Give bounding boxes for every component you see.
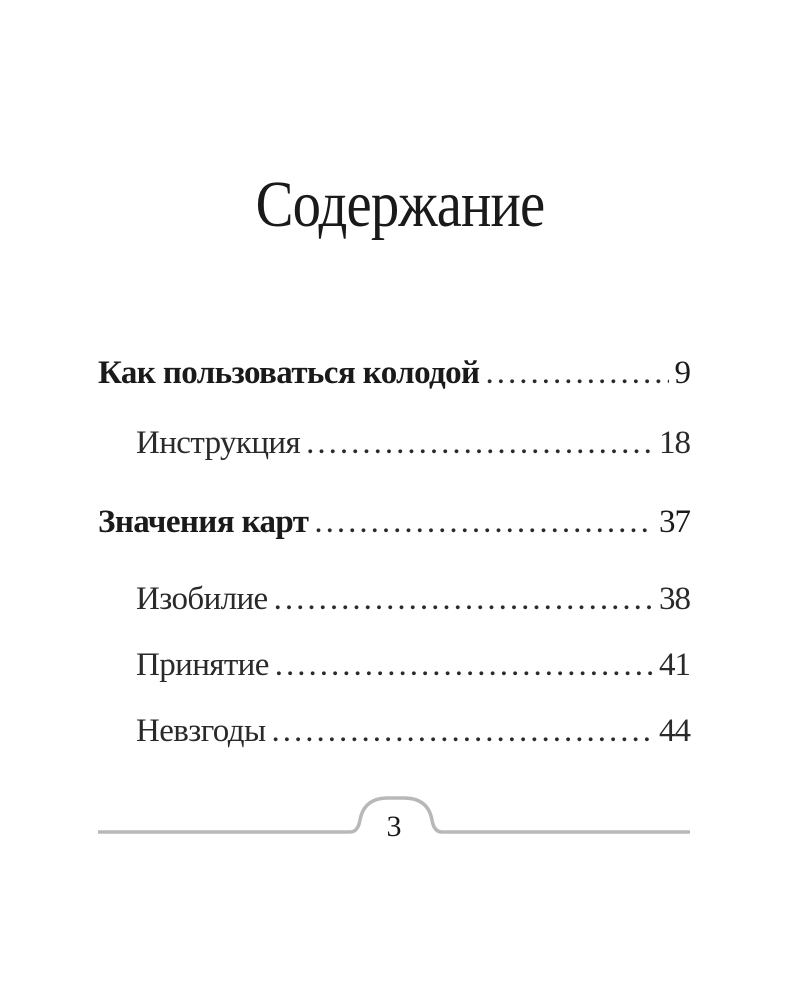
toc-entry-page: 41	[659, 647, 690, 683]
toc-entry[interactable]	[98, 418, 690, 468]
toc-entry[interactable]	[98, 497, 690, 547]
toc-entry[interactable]	[98, 348, 690, 398]
toc-entry-label: Как пользоваться колодой	[98, 355, 480, 391]
toc-entry-page: 37	[659, 504, 690, 540]
toc-dot-leader	[272, 706, 653, 756]
toc-entry-page: 44	[659, 713, 690, 749]
toc-entry[interactable]	[98, 574, 690, 624]
page-footer	[98, 780, 690, 850]
toc-dot-leader	[274, 574, 653, 624]
toc-dot-leader	[275, 640, 653, 690]
page-title: Содержание	[255, 168, 545, 241]
toc-entry-page: 18	[659, 425, 690, 461]
toc-entry-label: Значения карт	[98, 504, 309, 540]
toc-dot-leader	[485, 348, 668, 398]
toc-entry-label: Изобилие	[136, 581, 268, 617]
toc-entry-page: 38	[659, 581, 690, 617]
toc-entry-page: 9	[674, 355, 690, 391]
toc-entry[interactable]	[98, 640, 690, 690]
toc-dot-leader	[306, 418, 653, 468]
toc-entry-label: Принятие	[136, 647, 269, 683]
toc-entry-label: Инструкция	[136, 425, 301, 461]
toc-dot-leader	[314, 497, 653, 547]
toc-entry[interactable]	[98, 706, 690, 756]
toc-entry-label: Невзгоды	[136, 713, 266, 749]
page-number: 3	[386, 810, 402, 843]
